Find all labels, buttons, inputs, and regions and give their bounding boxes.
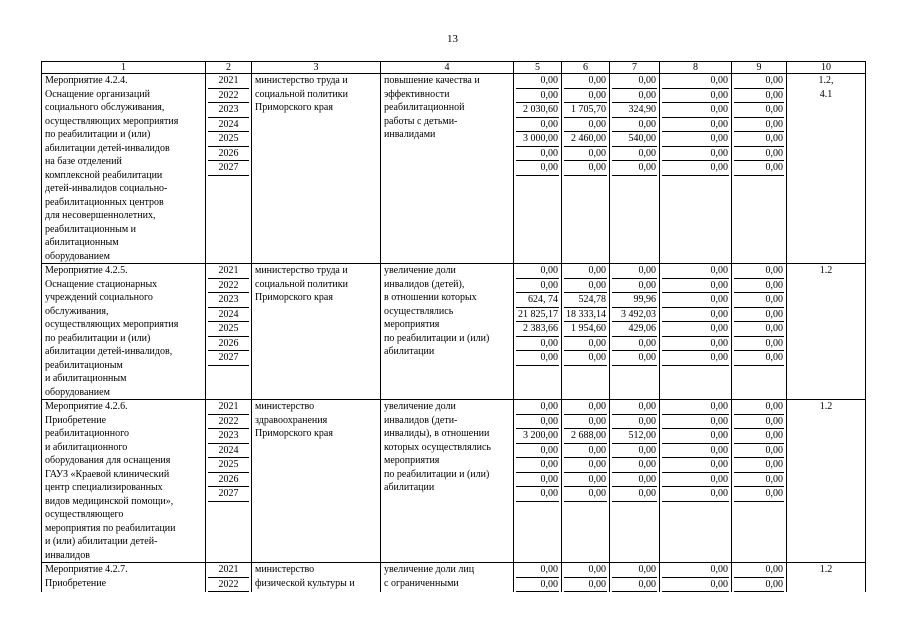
total-value: 0,00 — [516, 444, 559, 459]
year-cell: 2024 — [208, 118, 249, 133]
federal-budget-value: 0,00 — [612, 147, 657, 162]
federal-budget-value: 540,00 — [612, 132, 657, 147]
federal-budget-value: 324,90 — [612, 103, 657, 118]
other-source-value: 0,00 — [734, 308, 784, 323]
federal-budget-value: 0,00 — [612, 89, 657, 104]
year-cell: 2021 — [208, 563, 249, 578]
measure-title-line: по реабилитации и (или) — [45, 129, 151, 140]
regional-budget-value: 2 688,00 — [564, 429, 607, 444]
other-source-value: 0,00 — [734, 400, 784, 415]
regional-budget-value: 0,00 — [564, 279, 607, 294]
regional-budget-value: 0,00 — [564, 400, 607, 415]
federal-budget-value: 0,00 — [612, 458, 657, 473]
regional-budget-value: 1 705,70 — [564, 103, 607, 118]
local-budget-value: 0,00 — [662, 415, 729, 430]
table-cell — [610, 563, 660, 593]
local-budget-value: 0,00 — [662, 458, 729, 473]
indicator-line: которых осуществлялись — [384, 441, 491, 453]
total-value: 0,00 — [516, 264, 559, 279]
year-cell: 2027 — [208, 487, 249, 502]
total-value: 0,00 — [516, 458, 559, 473]
measure-title-line: Мероприятие 4.2.5. — [45, 265, 128, 276]
other-source-value: 0,00 — [734, 293, 784, 308]
other-source-value: 0,00 — [734, 132, 784, 147]
federal-budget-value: 99,96 — [612, 293, 657, 308]
table-cell — [610, 74, 660, 264]
measure-title-line: реабилитационым — [45, 359, 123, 371]
table-cell — [562, 400, 610, 563]
table-cell — [252, 400, 381, 563]
other-source-value: 0,00 — [734, 458, 784, 473]
measure-title-line: на базе отделений — [45, 156, 122, 167]
indicator-ref: 1.2 — [819, 265, 833, 276]
table-cell — [660, 563, 732, 593]
regional-budget-value: 524,78 — [564, 293, 607, 308]
table-cell — [660, 264, 732, 400]
year-cell: 2022 — [208, 89, 249, 104]
regional-budget-value: 0,00 — [564, 264, 607, 279]
executor-line: социальной политики — [255, 278, 348, 290]
total-value: 0,00 — [516, 351, 559, 366]
total-value: 2 383,66 — [516, 322, 559, 337]
federal-budget-value: 0,00 — [612, 563, 657, 578]
measure-title-line: реабилитационных центров — [45, 196, 164, 208]
federal-budget-value: 0,00 — [612, 444, 657, 459]
year-cell: 2026 — [208, 337, 249, 352]
indicator-line: повышение качества и — [384, 75, 480, 86]
table-cell — [610, 400, 660, 563]
year-cell: 2021 — [208, 400, 249, 415]
indicator-line: по реабилитации и (или) — [384, 468, 490, 480]
measure-title-line: реабилитационным и — [45, 223, 137, 235]
header-cell: 8 — [660, 62, 732, 74]
indicator-line: с ограниченными — [384, 577, 459, 589]
total-value: 0,00 — [516, 74, 559, 89]
measure-title-line: и абилитационного — [45, 441, 128, 453]
measure-title-line: оборудования для оснащения — [45, 455, 171, 466]
table-cell — [42, 74, 206, 264]
total-value: 0,00 — [516, 563, 559, 578]
measure-title-line: Оснащение организаций — [45, 88, 150, 100]
measure-title-line: комплексной реабилитации — [45, 169, 163, 181]
local-budget-value: 0,00 — [662, 487, 729, 502]
total-value: 0,00 — [516, 487, 559, 502]
year-cell: 2022 — [208, 578, 249, 593]
header-cell: 5 — [514, 62, 562, 74]
header-cell: 1 — [42, 62, 206, 74]
indicator-line: в отношении которых — [384, 292, 477, 303]
header-cell: 2 — [206, 62, 252, 74]
total-value: 2 030,60 — [516, 103, 559, 118]
other-source-value: 0,00 — [734, 473, 784, 488]
indicator-line: абилитации — [384, 346, 435, 357]
indicator-line: мероприятия — [384, 455, 440, 466]
total-value: 0,00 — [516, 89, 559, 104]
measure-title-line: и абилитационным — [45, 373, 127, 384]
year-cell: 2023 — [208, 429, 249, 444]
federal-budget-value: 0,00 — [612, 74, 657, 89]
other-source-value: 0,00 — [734, 351, 784, 366]
federal-budget-value: 0,00 — [612, 351, 657, 366]
year-cell: 2025 — [208, 458, 249, 473]
federal-budget-value: 3 492,03 — [612, 308, 657, 323]
executor-line: Приморского края — [255, 292, 333, 303]
measure-title-line: Приобретение — [45, 577, 107, 589]
executor-line: Приморского края — [255, 428, 333, 439]
measure-title-line: Приобретение — [45, 414, 107, 426]
measure-title-line: и (или) абилитации детей- — [45, 536, 158, 547]
regional-budget-value: 2 460,00 — [564, 132, 607, 147]
indicator-line: эффективности — [384, 88, 450, 100]
table-cell — [381, 264, 514, 400]
year-cell: 2021 — [208, 74, 249, 89]
federal-budget-value: 512,00 — [612, 429, 657, 444]
measure-title-line: осуществляющего — [45, 509, 124, 520]
local-budget-value: 0,00 — [662, 89, 729, 104]
total-value: 0,00 — [516, 279, 559, 294]
measure-title-line: реабилитационного — [45, 428, 129, 439]
executor-line: министерство — [255, 564, 315, 575]
table-cell — [562, 74, 610, 264]
federal-budget-value: 0,00 — [612, 161, 657, 176]
table-cell — [381, 400, 514, 563]
program-table — [41, 61, 866, 592]
header-cell: 4 — [381, 62, 514, 74]
year-cell: 2022 — [208, 415, 249, 430]
regional-budget-value: 0,00 — [564, 89, 607, 104]
table-cell — [381, 563, 514, 593]
table-cell — [787, 400, 866, 563]
other-source-value: 0,00 — [734, 415, 784, 430]
regional-budget-value: 18 333,14 — [564, 308, 607, 323]
federal-budget-value: 0,00 — [612, 279, 657, 294]
measure-title-line: по реабилитации и (или) — [45, 332, 151, 344]
measure-title-line: осуществляющих мероприятия — [45, 319, 179, 330]
other-source-value: 0,00 — [734, 147, 784, 162]
executor-line: министерство труда и — [255, 75, 348, 86]
table-row — [42, 264, 866, 400]
regional-budget-value: 0,00 — [564, 415, 607, 430]
table-cell — [252, 264, 381, 400]
table-cell — [660, 400, 732, 563]
header-cell: 6 — [562, 62, 610, 74]
table-cell — [562, 264, 610, 400]
year-cell: 2026 — [208, 147, 249, 162]
table-cell — [381, 74, 514, 264]
local-budget-value: 0,00 — [662, 400, 729, 415]
total-value: 3 000,00 — [516, 132, 559, 147]
table-cell — [206, 264, 252, 400]
measure-title-line: инвалидов — [45, 549, 90, 561]
year-cell: 2021 — [208, 264, 249, 279]
total-value: 0,00 — [516, 415, 559, 430]
indicator-line: увеличение доли лиц — [384, 564, 475, 575]
measure-title-line: абилитационным — [45, 237, 119, 248]
regional-budget-value: 0,00 — [564, 563, 607, 578]
header-cell: 9 — [732, 62, 787, 74]
executor-line: министерство труда и — [255, 265, 348, 276]
measure-title-line: оборудованием — [45, 250, 110, 262]
header-cell: 10 — [787, 62, 866, 74]
local-budget-value: 0,00 — [662, 473, 729, 488]
regional-budget-value: 0,00 — [564, 487, 607, 502]
page-number: 13 — [447, 33, 458, 45]
federal-budget-value: 0,00 — [612, 118, 657, 133]
local-budget-value: 0,00 — [662, 74, 729, 89]
other-source-value: 0,00 — [734, 103, 784, 118]
other-source-value: 0,00 — [734, 563, 784, 578]
indicator-line: работы с детьми- — [384, 115, 458, 127]
indicator-line: увеличение доли — [384, 265, 456, 276]
total-value: 21 825,17 — [516, 308, 559, 323]
year-cell: 2025 — [208, 322, 249, 337]
total-value: 0,00 — [516, 400, 559, 415]
regional-budget-value: 0,00 — [564, 578, 607, 593]
year-cell: 2022 — [208, 279, 249, 294]
table-row — [42, 563, 866, 593]
table-cell — [514, 264, 562, 400]
header-cell: 3 — [252, 62, 381, 74]
indicator-line: реабилитационной — [384, 102, 465, 113]
table-cell — [42, 563, 206, 593]
table-cell — [514, 74, 562, 264]
local-budget-value: 0,00 — [662, 147, 729, 162]
measure-title-line: социального обслуживания, — [45, 102, 165, 113]
year-cell: 2024 — [208, 444, 249, 459]
other-source-value: 0,00 — [734, 429, 784, 444]
regional-budget-value: 0,00 — [564, 444, 607, 459]
header-cell: 7 — [610, 62, 660, 74]
table-cell — [206, 400, 252, 563]
table-cell — [42, 400, 206, 563]
table-cell — [732, 563, 787, 593]
table-cell — [514, 400, 562, 563]
other-source-value: 0,00 — [734, 444, 784, 459]
indicator-line: инвалиды), в отношении — [384, 428, 490, 439]
measure-title-line: для несовершеннолетних, — [45, 210, 156, 221]
measure-title-line: мероприятия по реабилитации — [45, 522, 176, 534]
local-budget-value: 0,00 — [662, 264, 729, 279]
other-source-value: 0,00 — [734, 74, 784, 89]
total-value: 0,00 — [516, 578, 559, 593]
indicator-line: увеличение доли — [384, 401, 456, 412]
table-cell — [732, 264, 787, 400]
total-value: 3 200,00 — [516, 429, 559, 444]
table-cell — [206, 563, 252, 593]
total-value: 0,00 — [516, 473, 559, 488]
table-cell — [732, 400, 787, 563]
indicator-line: осуществлялись — [384, 305, 454, 317]
year-cell: 2023 — [208, 103, 249, 118]
federal-budget-value: 0,00 — [612, 400, 657, 415]
other-source-value: 0,00 — [734, 264, 784, 279]
measure-title-line: Оснащение стационарных — [45, 278, 158, 290]
table-cell — [562, 563, 610, 593]
local-budget-value: 0,00 — [662, 322, 729, 337]
regional-budget-value: 0,00 — [564, 147, 607, 162]
indicator-line: инвалидов (детей), — [384, 278, 465, 290]
executor-line: физической культуры и — [255, 577, 355, 589]
regional-budget-value: 0,00 — [564, 351, 607, 366]
table-body — [42, 62, 866, 593]
regional-budget-value: 0,00 — [564, 458, 607, 473]
executor-line: Приморского края — [255, 102, 333, 113]
indicator-line: мероприятия — [384, 319, 440, 330]
table-cell — [787, 74, 866, 264]
measure-title-line: абилитации детей-инвалидов, — [45, 346, 173, 357]
regional-budget-value: 0,00 — [564, 74, 607, 89]
executor-line: здравоохранения — [255, 414, 328, 426]
measure-title-line: абилитации детей-инвалидов — [45, 142, 170, 154]
indicator-line: абилитации — [384, 482, 435, 493]
local-budget-value: 0,00 — [662, 118, 729, 133]
measure-title-line: осуществляющих мероприятия — [45, 115, 179, 127]
regional-budget-value: 0,00 — [564, 161, 607, 176]
local-budget-value: 0,00 — [662, 578, 729, 593]
table-cell — [787, 264, 866, 400]
local-budget-value: 0,00 — [662, 337, 729, 352]
other-source-value: 0,00 — [734, 118, 784, 133]
measure-title-line: Мероприятие 4.2.7. — [45, 564, 128, 575]
table-cell — [252, 74, 381, 264]
other-source-value: 0,00 — [734, 161, 784, 176]
year-cell: 2027 — [208, 351, 249, 366]
other-source-value: 0,00 — [734, 578, 784, 593]
indicator-ref: 1.2 — [819, 401, 833, 412]
measure-title-line: центр специализированных — [45, 482, 163, 493]
indicator-ref: 1.2, — [818, 75, 834, 86]
year-cell: 2025 — [208, 132, 249, 147]
total-value: 0,00 — [516, 147, 559, 162]
year-cell: 2027 — [208, 161, 249, 176]
total-value: 0,00 — [516, 161, 559, 176]
local-budget-value: 0,00 — [662, 308, 729, 323]
other-source-value: 0,00 — [734, 487, 784, 502]
measure-title-line: видов медицинской помощи», — [45, 495, 174, 507]
regional-budget-value: 0,00 — [564, 337, 607, 352]
federal-budget-value: 0,00 — [612, 337, 657, 352]
local-budget-value: 0,00 — [662, 161, 729, 176]
local-budget-value: 0,00 — [662, 293, 729, 308]
total-value: 0,00 — [516, 118, 559, 133]
other-source-value: 0,00 — [734, 337, 784, 352]
year-cell: 2023 — [208, 293, 249, 308]
year-cell: 2026 — [208, 473, 249, 488]
federal-budget-value: 0,00 — [612, 473, 657, 488]
local-budget-value: 0,00 — [662, 444, 729, 459]
federal-budget-value: 0,00 — [612, 264, 657, 279]
measure-title-line: Мероприятие 4.2.4. — [45, 75, 128, 86]
table-cell — [732, 74, 787, 264]
table-cell — [787, 563, 866, 593]
indicator-ref: 1.2 — [819, 564, 833, 575]
measure-title-line: обслуживания, — [45, 305, 109, 317]
table-cell — [206, 74, 252, 264]
executor-line: министерство — [255, 401, 315, 412]
federal-budget-value: 0,00 — [612, 415, 657, 430]
local-budget-value: 0,00 — [662, 429, 729, 444]
year-cell: 2024 — [208, 308, 249, 323]
table-cell — [252, 563, 381, 593]
total-value: 624, 74 — [516, 293, 559, 308]
indicator-line: инвалидами — [384, 129, 436, 140]
regional-budget-value: 0,00 — [564, 473, 607, 488]
federal-budget-value: 0,00 — [612, 578, 657, 593]
other-source-value: 0,00 — [734, 89, 784, 104]
measure-title-line: учреждений социального — [45, 292, 153, 303]
local-budget-value: 0,00 — [662, 563, 729, 578]
other-source-value: 0,00 — [734, 279, 784, 294]
table-header-row — [42, 62, 866, 74]
local-budget-value: 0,00 — [662, 351, 729, 366]
indicator-line: инвалидов (дети- — [384, 414, 458, 426]
table-cell — [514, 563, 562, 593]
measure-title-line: детей-инвалидов социально- — [45, 183, 168, 194]
executor-line: социальной политики — [255, 88, 348, 100]
indicator-ref: 4.1 — [819, 88, 833, 100]
regional-budget-value: 0,00 — [564, 118, 607, 133]
federal-budget-value: 0,00 — [612, 487, 657, 502]
other-source-value: 0,00 — [734, 322, 784, 337]
local-budget-value: 0,00 — [662, 279, 729, 294]
measure-title-line: Мероприятие 4.2.6. — [45, 401, 128, 412]
regional-budget-value: 1 954,60 — [564, 322, 607, 337]
table-cell — [660, 74, 732, 264]
federal-budget-value: 429,06 — [612, 322, 657, 337]
table-row — [42, 400, 866, 563]
measure-title-line: ГАУЗ «Краевой клинический — [45, 468, 170, 480]
local-budget-value: 0,00 — [662, 132, 729, 147]
table-cell — [610, 264, 660, 400]
local-budget-value: 0,00 — [662, 103, 729, 118]
indicator-line: по реабилитации и (или) — [384, 332, 490, 344]
measure-title-line: оборудованием — [45, 386, 110, 398]
total-value: 0,00 — [516, 337, 559, 352]
table-cell — [42, 264, 206, 400]
table-row — [42, 74, 866, 264]
